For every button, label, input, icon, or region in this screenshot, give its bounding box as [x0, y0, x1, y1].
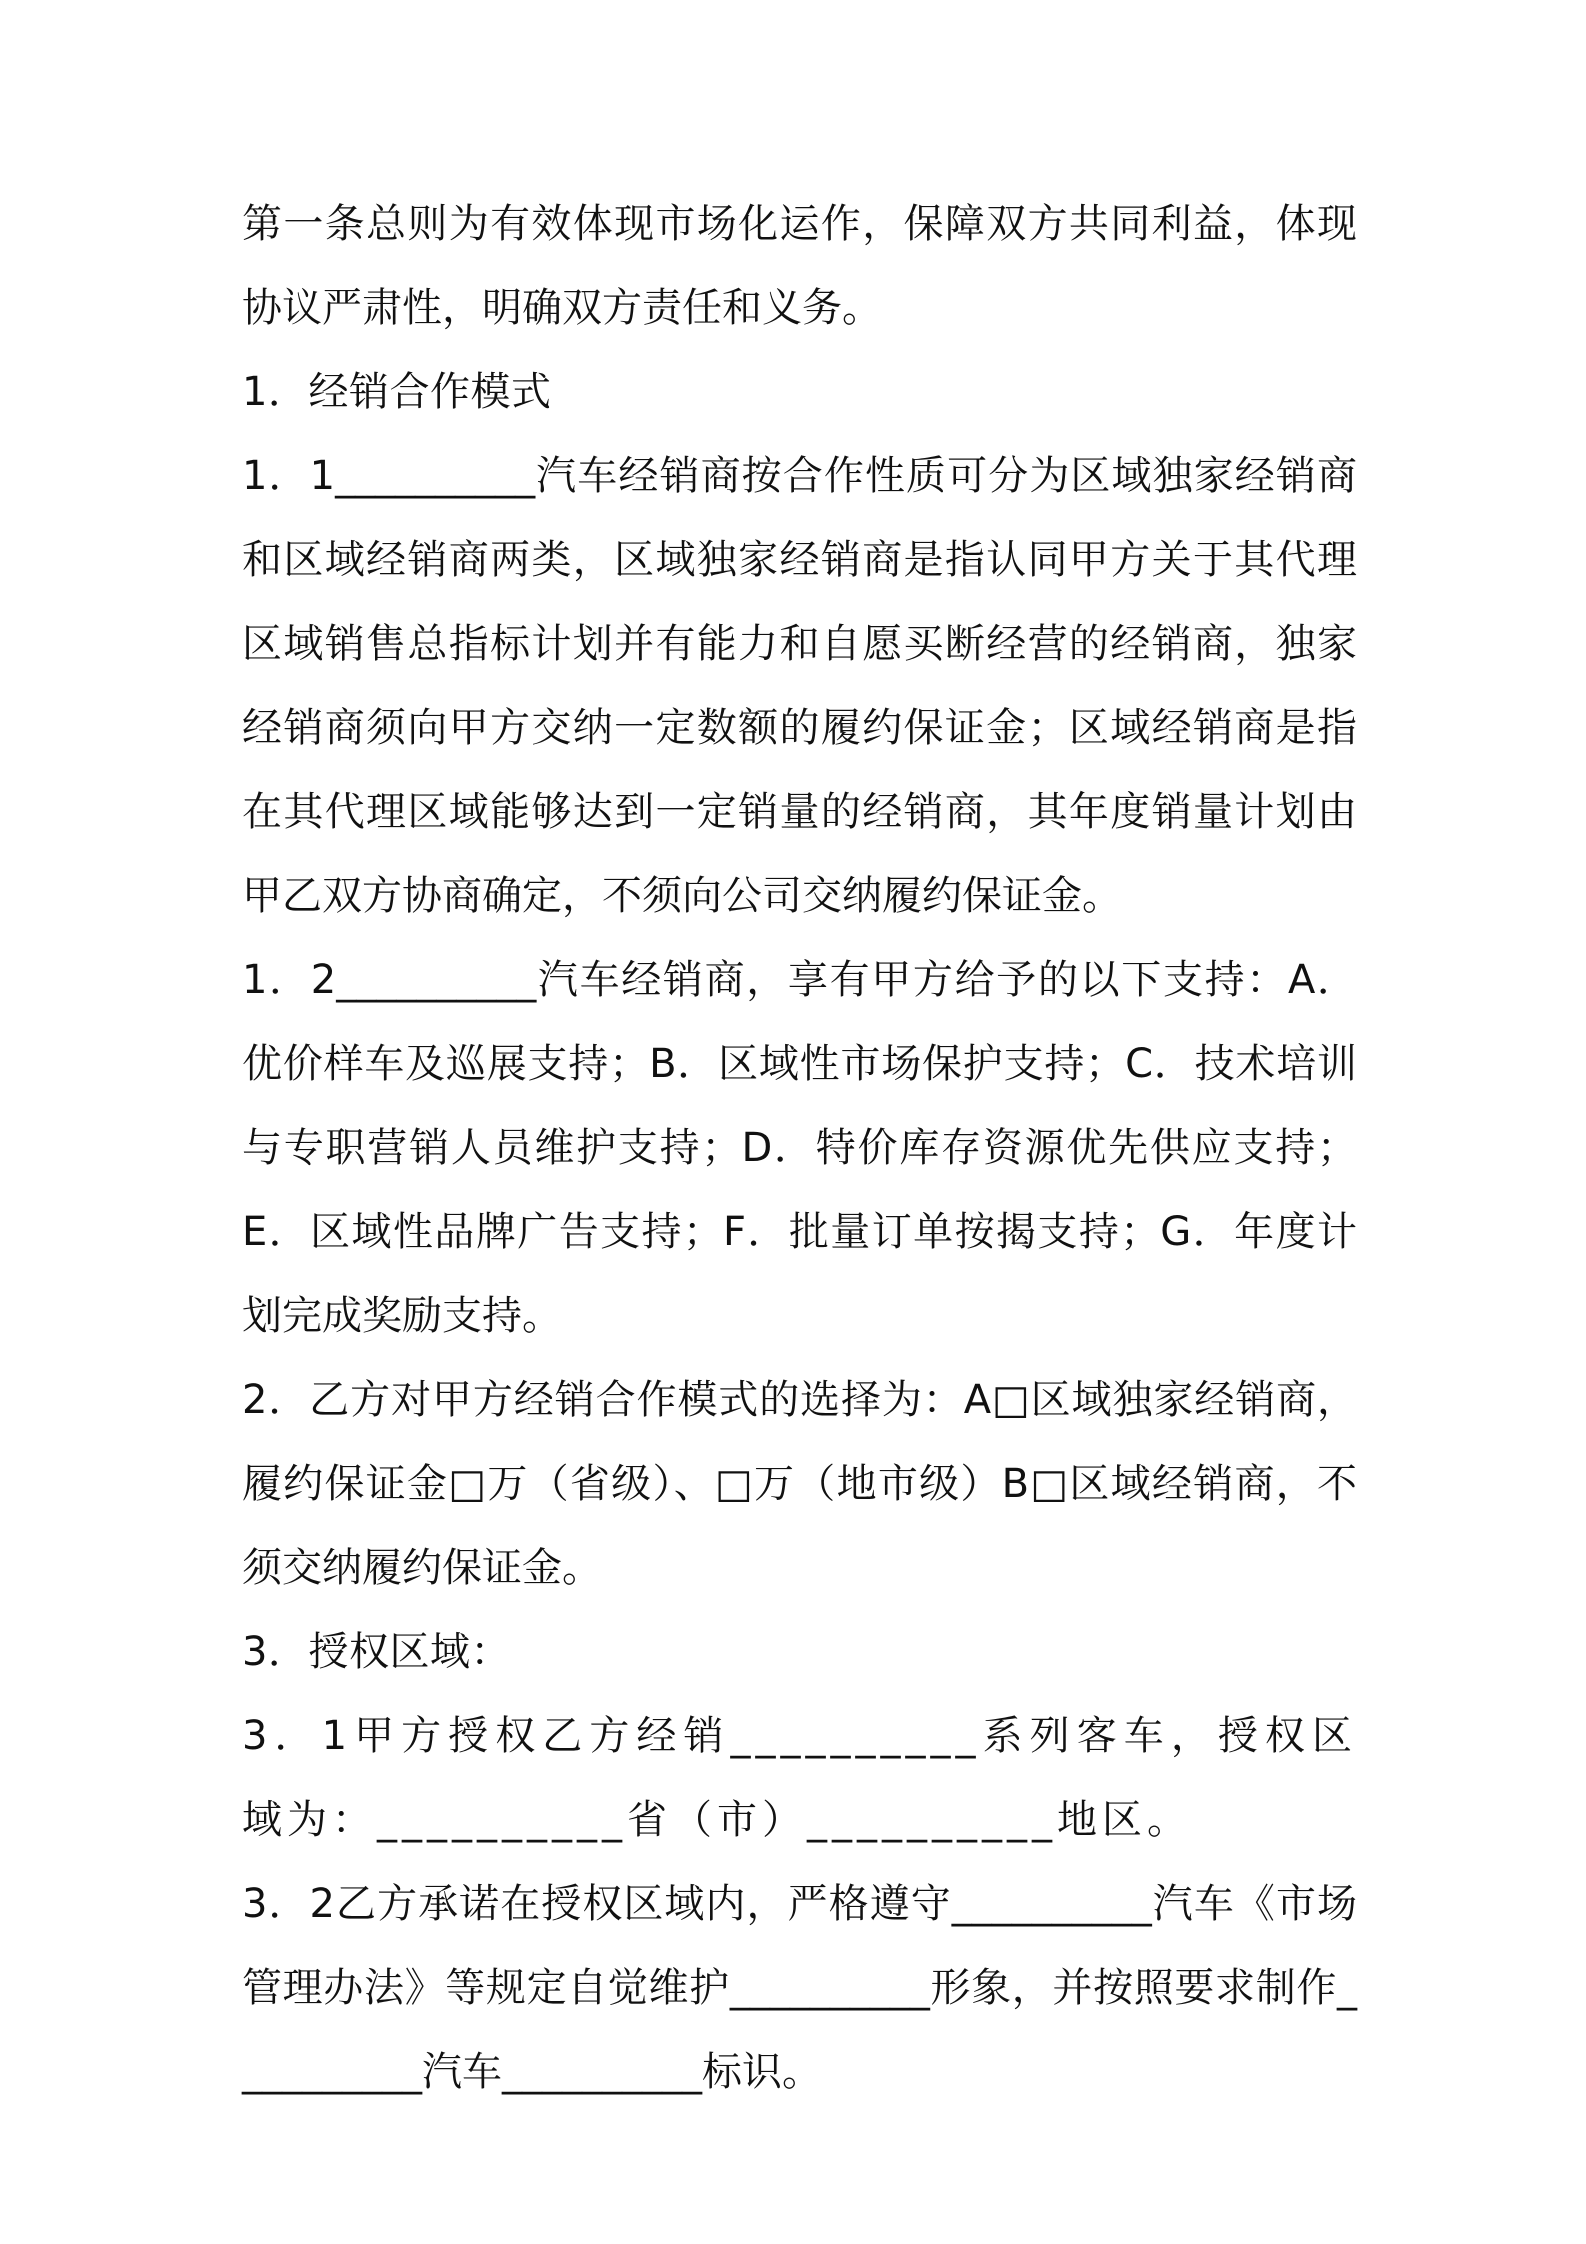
clause-1-2-paragraph: 1．2__________汽车经销商，享有甲方给予的以下支持：A．优价样车及巡展支持；B．区域性市场保护支持；C．技术培训与专职营销人员维护支持；D．特价库存资源优先供应支持；E．区域性品牌广告支持；F．批量订单按揭支持；G．年度计划完成奖励支持。 — [242, 957, 1357, 1339]
document-page — [242, 182, 1357, 2114]
section-1-heading: 1．经销合作模式 — [242, 369, 552, 415]
general-principle-paragraph: 第一条总则为有效体现市场化运作，保障双方共同利益，体现协议严肃性，明确双方责任和义务。 — [242, 201, 1357, 331]
clause-2-paragraph: 2．乙方对甲方经销合作模式的选择为：A□区域独家经销商，履约保证金□万（省级）、□万（地市级）B□区域经销商，不须交纳履约保证金。 — [242, 1377, 1357, 1591]
clause-3-1-paragraph: 3．1甲方授权乙方经销__________系列客车，授权区域为：__________省（市）__________地区。 — [242, 1713, 1357, 1843]
clause-1-1-paragraph: 1．1__________汽车经销商按合作性质可分为区域独家经销商和区域经销商两类，区域独家经销商是指认同甲方关于其代理区域销售总指标计划并有能力和自愿买断经营的经销商，独家经销商须向甲方交纳一定数额的履约保证金；区域经销商是指在其代理区域能够达到一定销量的经销商，其年度销量计划由甲乙双方协商确定，不须向公司交纳履约保证金。 — [242, 453, 1357, 919]
section-3-heading: 3．授权区域： — [242, 1629, 511, 1675]
clause-3-2-paragraph: 3．2乙方承诺在授权区域内，严格遵守__________汽车《市场管理办法》等规定自觉维护__________形象，并按照要求制作__________汽车__________标识。 — [242, 1881, 1357, 2095]
